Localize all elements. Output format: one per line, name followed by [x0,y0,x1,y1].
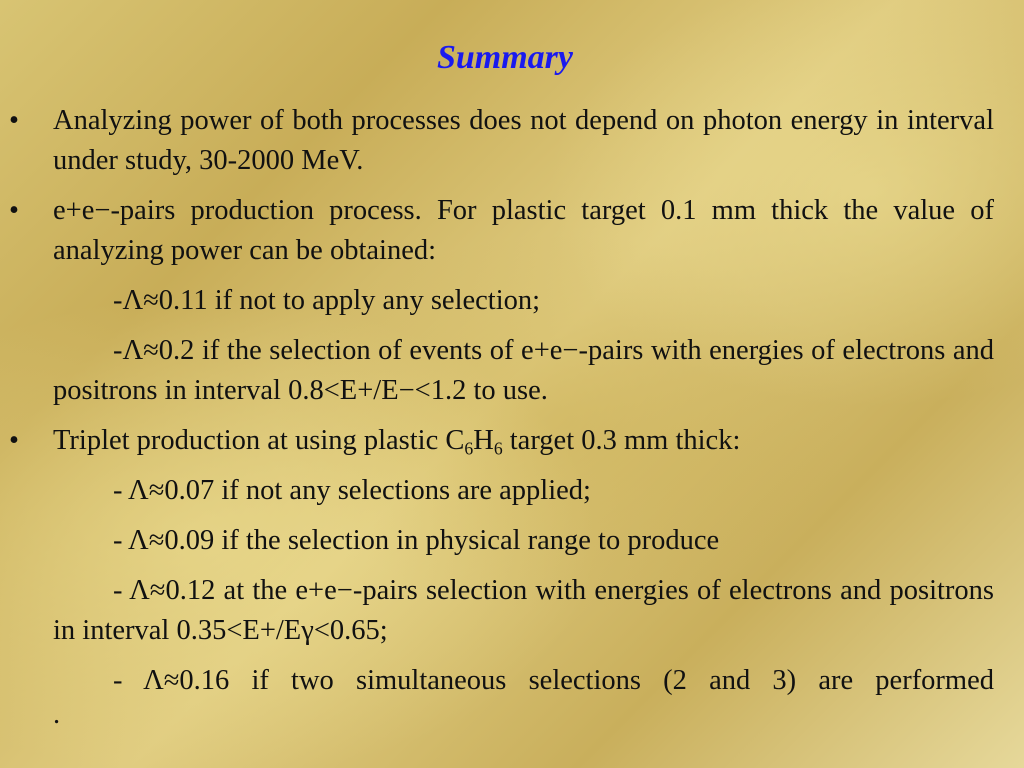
bullet-item-pairs-production [9,191,994,271]
sub-item: -Λ≈0.11 if not to apply any selection; [113,285,541,316]
bullet-icon: • [9,105,19,136]
slide-title: Summary [436,39,574,76]
subscript: 6 [493,438,503,459]
sub-item: -Λ≈0.2 if the selection of events of e+e−-pairs with energies of electrons and positrons in interval 0.8<E+/E−<1.2 to use. [53,335,994,406]
triplet-mid: H [473,425,494,456]
bullet-item-analyzing-power [9,101,994,181]
subscript: 6 [464,438,474,459]
bullet-icon: • [9,425,19,456]
sub-item: - Λ≈0.12 at the e+e−-pairs selection with energies of electrons and positrons in interval 0.35<E+/Eγ<0.65; [53,575,994,646]
triplet-prefix: Triplet production at using plastic C [53,425,465,456]
bullet-item-triplet-production [9,421,994,461]
sub-item: - Λ≈0.09 if the selection in physical range to produce [113,525,720,556]
bullet-text: e+e−-pairs production process. For plastic target 0.1 mm thick the value of analyzing power can be obtained: [53,195,994,266]
triplet-suffix: target 0.3 mm thick: [502,425,741,456]
trailing-dot: . [53,699,61,730]
sub-item: - Λ≈0.16 if two simultaneous selections (2 and 3) are performed [113,665,994,696]
bullet-icon: • [9,195,19,226]
sub-item: - Λ≈0.07 if not any selections are applied; [113,475,591,506]
bullet-text: Analyzing power of both processes does not depend on photon energy in interval under study, 30-2000 MeV. [53,105,994,176]
slide-content [9,101,994,745]
